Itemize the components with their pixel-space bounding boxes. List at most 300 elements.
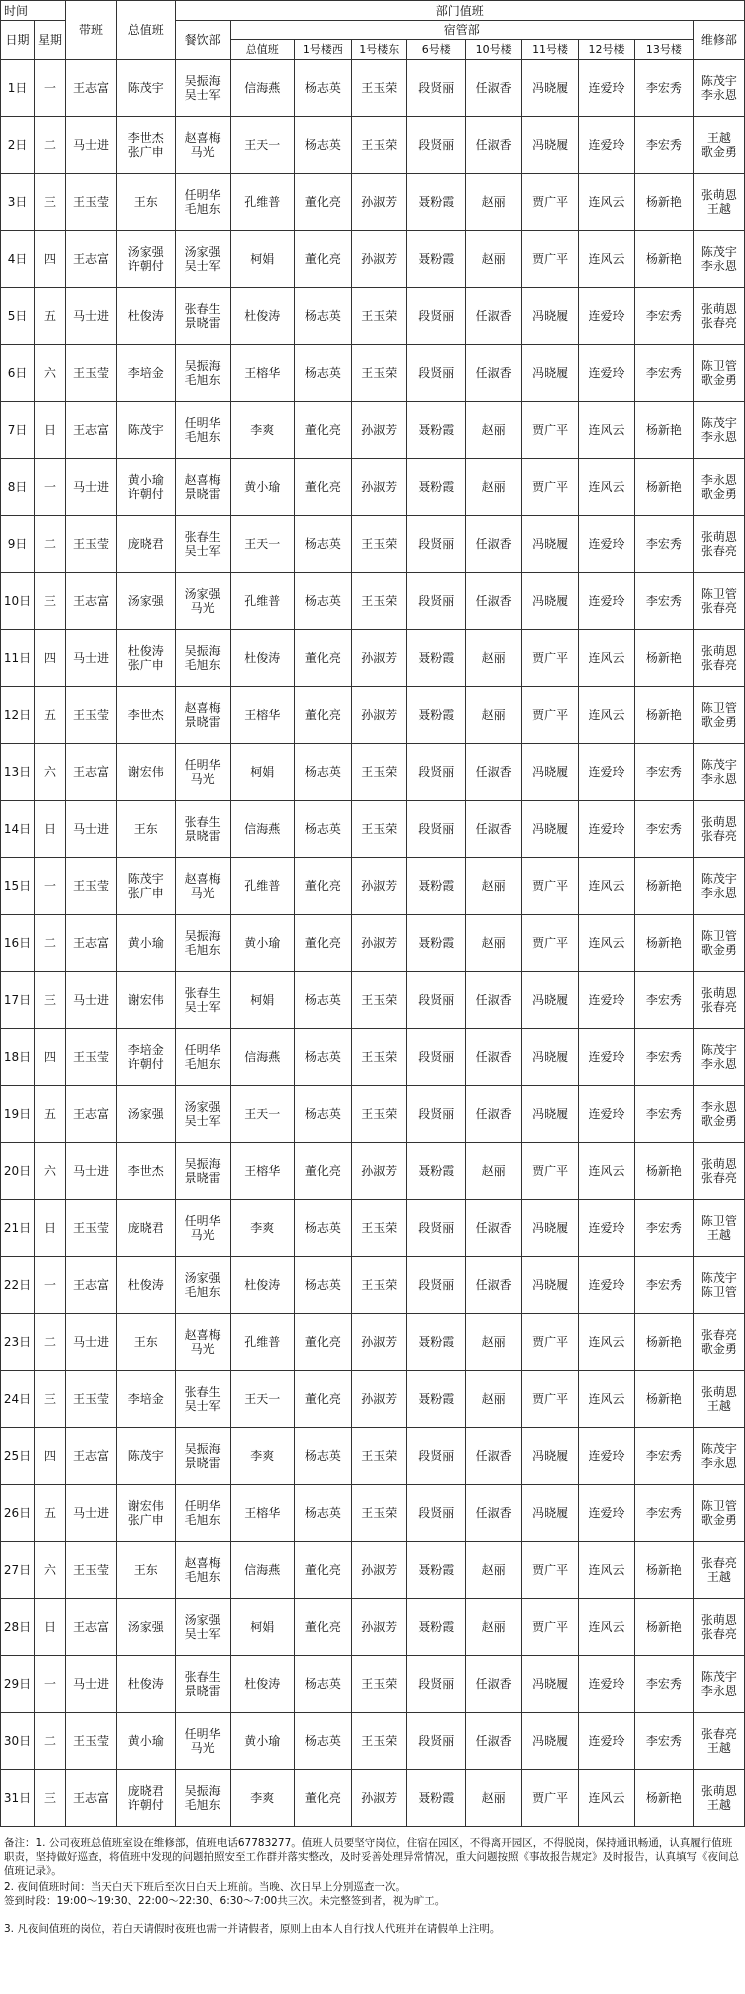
dorm-cell: 董化亮 bbox=[294, 1371, 351, 1428]
dorm-cell: 连爱玲 bbox=[578, 1029, 634, 1086]
canteen-cell-line: 毛旭东 bbox=[184, 943, 221, 957]
canteen-cell-line: 吴士军 bbox=[184, 1399, 221, 1413]
repair-cell-line: 李永恩 bbox=[700, 1100, 737, 1114]
dorm-cell: 冯晓履 bbox=[522, 1200, 578, 1257]
canteen-cell-line: 吴振海 bbox=[184, 1157, 221, 1171]
dorm-cell: 王榕华 bbox=[230, 687, 294, 744]
dorm-cell: 孙淑芳 bbox=[352, 1542, 407, 1599]
dorm-cell: 杨志英 bbox=[294, 1485, 351, 1542]
dorm-cell: 冯晓履 bbox=[522, 801, 578, 858]
dorm-cell: 李宏秀 bbox=[635, 1485, 694, 1542]
dorm-cell: 任淑香 bbox=[465, 345, 521, 402]
table-row bbox=[1, 1485, 745, 1542]
chief-cell-line: 李世杰 bbox=[127, 131, 164, 145]
date-cell: 6日 bbox=[1, 345, 35, 402]
dorm-cell: 赵丽 bbox=[465, 1599, 521, 1656]
canteen-cell-line: 吴振海 bbox=[184, 1442, 221, 1456]
canteen-cell-line: 马光 bbox=[190, 1342, 215, 1356]
canteen-cell bbox=[175, 1542, 230, 1599]
chief-cell bbox=[117, 60, 176, 117]
canteen-cell bbox=[175, 1770, 230, 1827]
canteen-cell-line: 任明华 bbox=[184, 416, 221, 430]
dorm-cell: 李宏秀 bbox=[635, 345, 694, 402]
dorm-cell: 冯晓履 bbox=[522, 1656, 578, 1713]
dorm-cell: 冯晓履 bbox=[522, 1086, 578, 1143]
dorm-cell: 孙淑芳 bbox=[352, 1770, 407, 1827]
weekday-cell: 日 bbox=[35, 1200, 66, 1257]
dorm-cell: 连风云 bbox=[578, 402, 634, 459]
table-row bbox=[1, 1428, 745, 1485]
dorm-cell: 段贤丽 bbox=[407, 1200, 466, 1257]
date-cell: 28日 bbox=[1, 1599, 35, 1656]
dorm-cell: 连爱玲 bbox=[578, 60, 634, 117]
header-date: 日期 bbox=[1, 21, 35, 60]
dorm-cell: 任淑香 bbox=[465, 1200, 521, 1257]
date-cell: 10日 bbox=[1, 573, 35, 630]
chief-cell-line: 谢宏伟 bbox=[127, 993, 164, 1007]
table-row bbox=[1, 744, 745, 801]
canteen-cell-line: 汤家强 bbox=[184, 245, 221, 259]
canteen-cell-line: 毛旭东 bbox=[184, 1513, 221, 1527]
weekday-cell: 日 bbox=[35, 402, 66, 459]
leader-cell: 王玉莹 bbox=[65, 858, 116, 915]
repair-cell-line: 张萌恩 bbox=[700, 188, 737, 202]
dorm-cell: 聂粉霞 bbox=[407, 1314, 466, 1371]
repair-cell-line: 张萌恩 bbox=[700, 302, 737, 316]
weekday-cell: 三 bbox=[35, 972, 66, 1029]
dorm-cell: 任淑香 bbox=[465, 801, 521, 858]
chief-cell bbox=[117, 516, 176, 573]
canteen-cell bbox=[175, 801, 230, 858]
chief-cell-line: 李世杰 bbox=[127, 1164, 164, 1178]
dorm-cell: 任淑香 bbox=[465, 60, 521, 117]
dorm-cell: 杨新艳 bbox=[635, 1542, 694, 1599]
dorm-cell: 王玉荣 bbox=[352, 345, 407, 402]
chief-cell-line: 陈茂宇 bbox=[127, 872, 164, 886]
dorm-cell: 聂粉霞 bbox=[407, 1371, 466, 1428]
dorm-cell: 王天一 bbox=[230, 1086, 294, 1143]
leader-cell: 马士进 bbox=[65, 288, 116, 345]
weekday-cell: 五 bbox=[35, 288, 66, 345]
date-cell: 23日 bbox=[1, 1314, 35, 1371]
dorm-cell: 杨新艳 bbox=[635, 1770, 694, 1827]
dorm-cell: 董化亮 bbox=[294, 174, 351, 231]
leader-cell: 王志富 bbox=[65, 402, 116, 459]
repair-cell bbox=[693, 1713, 744, 1770]
dorm-cell: 段贤丽 bbox=[407, 972, 466, 1029]
table-row bbox=[1, 573, 745, 630]
dorm-cell: 杨志英 bbox=[294, 1086, 351, 1143]
canteen-cell-line: 马光 bbox=[190, 601, 215, 615]
chief-cell-line: 庞晓君 bbox=[127, 1221, 164, 1235]
canteen-cell-line: 毛旭东 bbox=[184, 430, 221, 444]
date-cell: 15日 bbox=[1, 858, 35, 915]
repair-cell bbox=[693, 630, 744, 687]
repair-cell-line: 王越 bbox=[706, 202, 731, 216]
dorm-cell: 信海燕 bbox=[230, 1029, 294, 1086]
chief-cell-line: 张广申 bbox=[127, 886, 164, 900]
dorm-cell: 聂粉霞 bbox=[407, 1143, 466, 1200]
chief-cell-line: 黄小瑜 bbox=[127, 1734, 164, 1748]
chief-cell bbox=[117, 117, 176, 174]
weekday-cell: 二 bbox=[35, 915, 66, 972]
chief-cell-line: 杜俊涛 bbox=[127, 309, 164, 323]
canteen-cell-line: 吴振海 bbox=[184, 929, 221, 943]
dorm-cell: 董化亮 bbox=[294, 459, 351, 516]
table-row bbox=[1, 687, 745, 744]
header-time: 时间 bbox=[1, 1, 66, 21]
chief-cell bbox=[117, 1371, 176, 1428]
repair-cell-line: 李永恩 bbox=[700, 430, 737, 444]
chief-cell bbox=[117, 972, 176, 1029]
dorm-cell: 信海燕 bbox=[230, 60, 294, 117]
repair-cell-line: 陈茂宇 bbox=[700, 245, 737, 259]
weekday-cell: 四 bbox=[35, 1428, 66, 1485]
dorm-cell: 李宏秀 bbox=[635, 117, 694, 174]
canteen-cell-line: 吴士军 bbox=[184, 88, 221, 102]
weekday-cell: 一 bbox=[35, 60, 66, 117]
canteen-cell bbox=[175, 288, 230, 345]
weekday-cell: 四 bbox=[35, 231, 66, 288]
dorm-cell: 赵丽 bbox=[465, 231, 521, 288]
dorm-cell: 段贤丽 bbox=[407, 288, 466, 345]
dorm-cell: 王天一 bbox=[230, 1371, 294, 1428]
repair-cell bbox=[693, 1086, 744, 1143]
repair-cell-line: 歌金勇 bbox=[700, 1114, 737, 1128]
dorm-cell: 董化亮 bbox=[294, 1599, 351, 1656]
note-3: 3. 凡夜间值班的岗位，若白天请假时夜班也需一并请假者，原则上由本人自行找人代班并在请假单上注明。 bbox=[4, 1923, 501, 1935]
repair-cell bbox=[693, 858, 744, 915]
date-cell: 18日 bbox=[1, 1029, 35, 1086]
canteen-cell bbox=[175, 1485, 230, 1542]
chief-cell bbox=[117, 345, 176, 402]
chief-cell-line: 黄小瑜 bbox=[127, 473, 164, 487]
dorm-cell: 杨志英 bbox=[294, 345, 351, 402]
header-chief: 总值班 bbox=[117, 1, 176, 60]
dorm-cell: 任淑香 bbox=[465, 288, 521, 345]
dorm-cell: 任淑香 bbox=[465, 1713, 521, 1770]
dorm-cell: 连爱玲 bbox=[578, 1086, 634, 1143]
chief-cell bbox=[117, 630, 176, 687]
dorm-cell: 王榕华 bbox=[230, 1485, 294, 1542]
dorm-cell: 连爱玲 bbox=[578, 573, 634, 630]
dorm-cell: 赵丽 bbox=[465, 402, 521, 459]
dorm-cell: 连爱玲 bbox=[578, 288, 634, 345]
dorm-cell: 孙淑芳 bbox=[352, 231, 407, 288]
dorm-cell: 孔维普 bbox=[230, 174, 294, 231]
dorm-cell: 李宏秀 bbox=[635, 972, 694, 1029]
dorm-cell: 董化亮 bbox=[294, 1143, 351, 1200]
chief-cell bbox=[117, 1143, 176, 1200]
chief-cell-line: 谢宏伟 bbox=[127, 1499, 164, 1513]
canteen-cell bbox=[175, 858, 230, 915]
dorm-cell: 杨新艳 bbox=[635, 1371, 694, 1428]
header-weekday: 星期 bbox=[35, 21, 66, 60]
dorm-cell: 冯晓履 bbox=[522, 573, 578, 630]
dorm-cell: 冯晓履 bbox=[522, 1257, 578, 1314]
dorm-cell: 贾广平 bbox=[522, 687, 578, 744]
weekday-cell: 一 bbox=[35, 459, 66, 516]
canteen-cell-line: 汤家强 bbox=[184, 1271, 221, 1285]
dorm-cell: 贾广平 bbox=[522, 459, 578, 516]
canteen-cell-line: 任明华 bbox=[184, 1499, 221, 1513]
leader-cell: 王志富 bbox=[65, 573, 116, 630]
dorm-cell: 杨志英 bbox=[294, 516, 351, 573]
leader-cell: 马士进 bbox=[65, 1314, 116, 1371]
dorm-cell: 孙淑芳 bbox=[352, 1599, 407, 1656]
dorm-cell: 聂粉霞 bbox=[407, 630, 466, 687]
chief-cell bbox=[117, 1542, 176, 1599]
dorm-cell: 孙淑芳 bbox=[352, 858, 407, 915]
leader-cell: 王玉莹 bbox=[65, 1542, 116, 1599]
canteen-cell bbox=[175, 1029, 230, 1086]
dorm-cell: 王玉荣 bbox=[352, 573, 407, 630]
dorm-cell: 李爽 bbox=[230, 1200, 294, 1257]
dorm-cell: 孔维普 bbox=[230, 573, 294, 630]
dorm-cell: 连风云 bbox=[578, 1143, 634, 1200]
dorm-cell: 杨志英 bbox=[294, 1200, 351, 1257]
dorm-cell: 段贤丽 bbox=[407, 744, 466, 801]
date-cell: 1日 bbox=[1, 60, 35, 117]
date-cell: 3日 bbox=[1, 174, 35, 231]
canteen-cell-line: 任明华 bbox=[184, 1727, 221, 1741]
date-cell: 26日 bbox=[1, 1485, 35, 1542]
repair-cell bbox=[693, 1200, 744, 1257]
dorm-cell: 段贤丽 bbox=[407, 801, 466, 858]
chief-cell-line: 张广申 bbox=[127, 145, 164, 159]
canteen-cell-line: 张春生 bbox=[184, 530, 221, 544]
chief-cell bbox=[117, 1770, 176, 1827]
dorm-cell: 贾广平 bbox=[522, 402, 578, 459]
leader-cell: 马士进 bbox=[65, 459, 116, 516]
date-cell: 25日 bbox=[1, 1428, 35, 1485]
dorm-cell: 杨志英 bbox=[294, 573, 351, 630]
weekday-cell: 三 bbox=[35, 1371, 66, 1428]
dorm-cell: 连风云 bbox=[578, 1542, 634, 1599]
dorm-cell: 贾广平 bbox=[522, 858, 578, 915]
dorm-cell: 柯娟 bbox=[230, 1599, 294, 1656]
dorm-cell: 王玉荣 bbox=[352, 60, 407, 117]
dorm-cell: 聂粉霞 bbox=[407, 687, 466, 744]
dorm-cell: 赵丽 bbox=[465, 858, 521, 915]
dorm-cell: 冯晓履 bbox=[522, 345, 578, 402]
chief-cell bbox=[117, 687, 176, 744]
leader-cell: 王志富 bbox=[65, 1257, 116, 1314]
repair-cell bbox=[693, 1371, 744, 1428]
canteen-cell bbox=[175, 1200, 230, 1257]
dorm-cell: 任淑香 bbox=[465, 1029, 521, 1086]
canteen-cell bbox=[175, 60, 230, 117]
leader-cell: 马士进 bbox=[65, 972, 116, 1029]
repair-cell bbox=[693, 459, 744, 516]
repair-cell-line: 王越 bbox=[706, 1741, 731, 1755]
dorm-cell: 聂粉霞 bbox=[407, 402, 466, 459]
canteen-cell-line: 毛旭东 bbox=[184, 658, 221, 672]
dorm-cell: 聂粉霞 bbox=[407, 1770, 466, 1827]
canteen-cell bbox=[175, 1257, 230, 1314]
table-row bbox=[1, 60, 745, 117]
chief-cell bbox=[117, 1257, 176, 1314]
dorm-cell: 连风云 bbox=[578, 1314, 634, 1371]
dorm-cell: 杨志英 bbox=[294, 801, 351, 858]
repair-cell-line: 歌金勇 bbox=[700, 373, 737, 387]
table-row bbox=[1, 1542, 745, 1599]
canteen-cell-line: 赵喜梅 bbox=[184, 1328, 221, 1342]
header-dorm-col: 10号楼 bbox=[465, 40, 521, 60]
dorm-cell: 赵丽 bbox=[465, 1770, 521, 1827]
canteen-cell bbox=[175, 459, 230, 516]
dorm-cell: 任淑香 bbox=[465, 573, 521, 630]
table-row bbox=[1, 972, 745, 1029]
dorm-cell: 段贤丽 bbox=[407, 1428, 466, 1485]
repair-cell-line: 张春亮 bbox=[700, 1627, 737, 1641]
leader-cell: 王玉莹 bbox=[65, 516, 116, 573]
canteen-cell-line: 赵喜梅 bbox=[184, 701, 221, 715]
weekday-cell: 二 bbox=[35, 1713, 66, 1770]
chief-cell bbox=[117, 915, 176, 972]
canteen-cell-line: 吴士军 bbox=[184, 544, 221, 558]
header-dorm-col: 12号楼 bbox=[578, 40, 634, 60]
repair-cell-line: 张萌恩 bbox=[700, 644, 737, 658]
weekday-cell: 日 bbox=[35, 1599, 66, 1656]
repair-cell-line: 李永恩 bbox=[700, 886, 737, 900]
canteen-cell-line: 任明华 bbox=[184, 1043, 221, 1057]
canteen-cell-line: 任明华 bbox=[184, 758, 221, 772]
leader-cell: 马士进 bbox=[65, 801, 116, 858]
dorm-cell: 任淑香 bbox=[465, 516, 521, 573]
repair-cell-line: 陈卫管 bbox=[700, 1285, 737, 1299]
dorm-cell: 赵丽 bbox=[465, 1371, 521, 1428]
dorm-cell: 孙淑芳 bbox=[352, 915, 407, 972]
canteen-cell-line: 景晓雷 bbox=[184, 1456, 221, 1470]
canteen-cell-line: 汤家强 bbox=[184, 1100, 221, 1114]
dorm-cell: 王榕华 bbox=[230, 1143, 294, 1200]
canteen-cell bbox=[175, 1314, 230, 1371]
chief-cell-line: 陈茂宇 bbox=[127, 81, 164, 95]
repair-cell-line: 张春亮 bbox=[700, 601, 737, 615]
dorm-cell: 杨志英 bbox=[294, 972, 351, 1029]
date-cell: 22日 bbox=[1, 1257, 35, 1314]
table-row bbox=[1, 1314, 745, 1371]
dorm-cell: 杨新艳 bbox=[635, 402, 694, 459]
repair-cell-line: 陈卫管 bbox=[700, 1214, 737, 1228]
dorm-cell: 贾广平 bbox=[522, 1314, 578, 1371]
repair-cell bbox=[693, 915, 744, 972]
chief-cell bbox=[117, 744, 176, 801]
canteen-cell-line: 赵喜梅 bbox=[184, 1556, 221, 1570]
date-cell: 8日 bbox=[1, 459, 35, 516]
weekday-cell: 六 bbox=[35, 345, 66, 402]
leader-cell: 马士进 bbox=[65, 117, 116, 174]
chief-cell bbox=[117, 288, 176, 345]
chief-cell-line: 王东 bbox=[133, 1563, 158, 1577]
repair-cell bbox=[693, 1599, 744, 1656]
canteen-cell-line: 景晓雷 bbox=[184, 1171, 221, 1185]
repair-cell bbox=[693, 60, 744, 117]
chief-cell-line: 李培金 bbox=[127, 366, 164, 380]
canteen-cell-line: 毛旭东 bbox=[184, 1570, 221, 1584]
dorm-cell: 王玉荣 bbox=[352, 801, 407, 858]
canteen-cell bbox=[175, 1656, 230, 1713]
table-row bbox=[1, 516, 745, 573]
chief-cell bbox=[117, 801, 176, 858]
dorm-cell: 段贤丽 bbox=[407, 1485, 466, 1542]
canteen-cell bbox=[175, 402, 230, 459]
canteen-cell-line: 张春生 bbox=[184, 1385, 221, 1399]
dorm-cell: 柯娟 bbox=[230, 972, 294, 1029]
chief-cell bbox=[117, 1485, 176, 1542]
dorm-cell: 柯娟 bbox=[230, 744, 294, 801]
dorm-cell: 李宏秀 bbox=[635, 1713, 694, 1770]
canteen-cell bbox=[175, 744, 230, 801]
dorm-cell: 李宏秀 bbox=[635, 1428, 694, 1485]
header-dorm-col: 11号楼 bbox=[522, 40, 578, 60]
repair-cell bbox=[693, 231, 744, 288]
header-dept-duty: 部门值班 bbox=[175, 1, 744, 21]
table-row bbox=[1, 402, 745, 459]
chief-cell bbox=[117, 1314, 176, 1371]
repair-cell-line: 陈茂宇 bbox=[700, 74, 737, 88]
weekday-cell: 一 bbox=[35, 1257, 66, 1314]
dorm-cell: 王玉荣 bbox=[352, 972, 407, 1029]
dorm-cell: 王玉荣 bbox=[352, 516, 407, 573]
dorm-cell: 冯晓履 bbox=[522, 60, 578, 117]
dorm-cell: 孙淑芳 bbox=[352, 687, 407, 744]
chief-cell-line: 李世杰 bbox=[127, 708, 164, 722]
leader-cell: 王志富 bbox=[65, 1770, 116, 1827]
dorm-cell: 赵丽 bbox=[465, 687, 521, 744]
repair-cell bbox=[693, 687, 744, 744]
dorm-cell: 冯晓履 bbox=[522, 1428, 578, 1485]
canteen-cell-line: 汤家强 bbox=[184, 587, 221, 601]
repair-cell bbox=[693, 801, 744, 858]
dorm-cell: 连爱玲 bbox=[578, 1428, 634, 1485]
dorm-cell: 黄小瑜 bbox=[230, 1713, 294, 1770]
chief-cell-line: 李培金 bbox=[127, 1043, 164, 1057]
dorm-cell: 李宏秀 bbox=[635, 1656, 694, 1713]
dorm-cell: 杨志英 bbox=[294, 1713, 351, 1770]
dorm-cell: 孔维普 bbox=[230, 1314, 294, 1371]
canteen-cell bbox=[175, 345, 230, 402]
dorm-cell: 赵丽 bbox=[465, 915, 521, 972]
repair-cell-line: 张春亮 bbox=[700, 1171, 737, 1185]
repair-cell bbox=[693, 288, 744, 345]
chief-cell-line: 陈茂宇 bbox=[127, 423, 164, 437]
dorm-cell: 李宏秀 bbox=[635, 744, 694, 801]
dorm-cell: 杨新艳 bbox=[635, 1314, 694, 1371]
dorm-cell: 杨新艳 bbox=[635, 630, 694, 687]
weekday-cell: 五 bbox=[35, 687, 66, 744]
dorm-cell: 杨新艳 bbox=[635, 231, 694, 288]
dorm-cell: 赵丽 bbox=[465, 174, 521, 231]
repair-cell bbox=[693, 573, 744, 630]
chief-cell bbox=[117, 174, 176, 231]
canteen-cell-line: 马光 bbox=[190, 1228, 215, 1242]
repair-cell-line: 李永恩 bbox=[700, 772, 737, 786]
weekday-cell: 三 bbox=[35, 573, 66, 630]
leader-cell: 王玉莹 bbox=[65, 1371, 116, 1428]
dorm-cell: 贾广平 bbox=[522, 915, 578, 972]
repair-cell-line: 张春亮 bbox=[700, 1328, 737, 1342]
header-dorm-col: 13号楼 bbox=[635, 40, 694, 60]
dorm-cell: 冯晓履 bbox=[522, 1713, 578, 1770]
chief-cell-line: 汤家强 bbox=[127, 245, 164, 259]
chief-cell-line: 汤家强 bbox=[127, 1107, 164, 1121]
repair-cell-line: 张萌恩 bbox=[700, 815, 737, 829]
dorm-cell: 王玉荣 bbox=[352, 288, 407, 345]
repair-cell bbox=[693, 1428, 744, 1485]
repair-cell-line: 李永恩 bbox=[700, 1057, 737, 1071]
